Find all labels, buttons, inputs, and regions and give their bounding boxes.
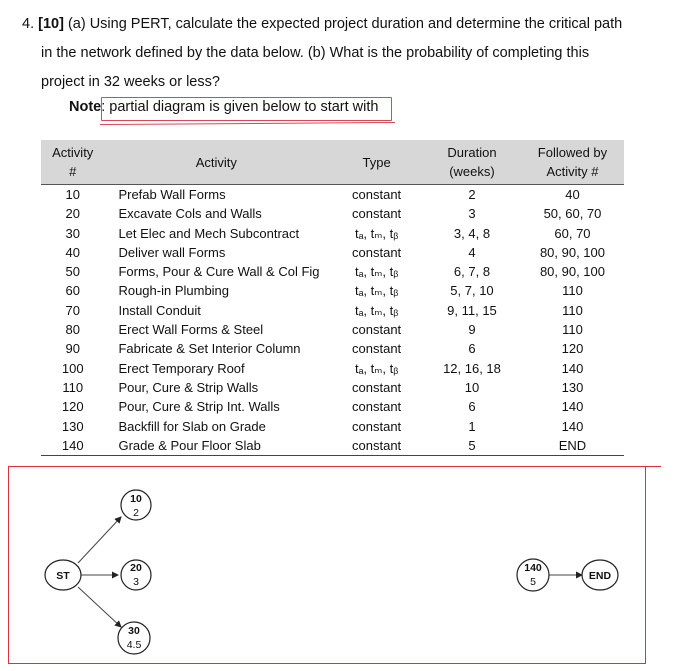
header-followed-by: Followed by Activity # bbox=[521, 140, 624, 185]
activity-name-cell: Excavate Cols and Walls bbox=[118, 206, 262, 222]
node-end bbox=[582, 560, 618, 590]
node-140-duration: 5 bbox=[530, 576, 536, 588]
activity-number-cell: 80 bbox=[65, 322, 80, 338]
question-points: [10] bbox=[38, 16, 64, 32]
activity-name-cell: Rough-in Plumbing bbox=[118, 283, 230, 299]
followed-by-cell: 110 bbox=[562, 283, 583, 299]
node-140-id: 140 bbox=[524, 562, 542, 574]
activity-number-cell: 140 bbox=[41, 436, 104, 456]
arrow-st-30 bbox=[78, 587, 121, 627]
followed-by-cell: 80, 90, 100 bbox=[539, 264, 605, 280]
node-20-id: 20 bbox=[130, 562, 142, 574]
question-line-3: project in 32 weeks or less? bbox=[41, 74, 220, 90]
activity-number-cell: 50 bbox=[65, 264, 80, 280]
followed-by-cell: 110 bbox=[562, 302, 583, 318]
followed-by-cell: 140 bbox=[561, 360, 584, 376]
note-text: : partial diagram is given below to start with bbox=[101, 99, 379, 115]
followed-by-cell: 130 bbox=[561, 379, 584, 395]
activity-number-cell: 130 bbox=[61, 418, 84, 434]
activity-name-cell: Deliver wall Forms bbox=[118, 244, 226, 260]
duration-cell: 6 bbox=[468, 341, 476, 357]
duration-cell: 3, 4, 8 bbox=[453, 225, 491, 241]
activity-name-cell: Fabricate & Set Interior Column bbox=[118, 341, 301, 357]
activity-name-cell: Grade & Pour Floor Slab bbox=[104, 436, 330, 456]
activity-name-cell: Let Elec and Mech Subcontract bbox=[118, 225, 300, 241]
activity-number-cell: 110 bbox=[62, 379, 84, 395]
activity-number-cell: 20 bbox=[65, 206, 80, 222]
node-30-duration: 4.5 bbox=[126, 639, 142, 651]
type-cell: constant bbox=[352, 379, 402, 395]
type-cell: constant bbox=[352, 341, 402, 357]
node-140 bbox=[517, 559, 549, 591]
followed-by-cell: 80, 90, 100 bbox=[539, 244, 605, 260]
question-line-1: 4. [10] (a) Using PERT, calculate the expected project duration and determine the critical path bbox=[22, 16, 623, 32]
header-activity: Activity bbox=[104, 140, 330, 185]
question-line-2: in the network defined by the data below. (b) What is the probability of completing this bbox=[41, 45, 590, 61]
node-20 bbox=[121, 560, 151, 590]
arrow-st-10 bbox=[78, 517, 121, 563]
header-duration: Duration (weeks) bbox=[423, 140, 521, 185]
duration-cell: 6 bbox=[468, 399, 476, 415]
node-20-duration: 3 bbox=[133, 576, 139, 588]
node-start-label: ST bbox=[56, 570, 70, 582]
node-end-label: END bbox=[588, 570, 612, 582]
activity-name-cell: Forms, Pour & Cure Wall & Col Fig bbox=[118, 264, 320, 280]
node-10 bbox=[121, 490, 151, 520]
duration-cell: 1 bbox=[468, 418, 476, 434]
duration-cell: 2 bbox=[468, 187, 476, 202]
activity-number-cell: 60 bbox=[65, 283, 80, 299]
type-cell: tₐ, tₘ, tᵦ bbox=[354, 225, 399, 241]
note-label: Note bbox=[69, 99, 102, 115]
activity-number-cell: 100 bbox=[61, 360, 84, 376]
activity-name-cell: Pour, Cure & Strip Int. Walls bbox=[118, 399, 280, 415]
followed-by-cell: 50, 60, 70 bbox=[543, 206, 602, 222]
duration-cell: 4 bbox=[468, 244, 476, 260]
activity-number-cell: 10 bbox=[65, 187, 80, 202]
header-activity-number: Activity # bbox=[41, 140, 104, 185]
type-cell: tₐ, tₘ, tᵦ bbox=[354, 264, 399, 280]
node-30-id: 30 bbox=[128, 625, 140, 637]
type-cell: constant bbox=[352, 187, 402, 202]
duration-cell: 9, 11, 15 bbox=[447, 302, 497, 318]
type-cell: constant bbox=[352, 418, 402, 434]
type-cell: tₐ, tₘ, tᵦ bbox=[354, 302, 399, 318]
header-type: Type bbox=[330, 140, 423, 185]
activity-name-cell: Install Conduit bbox=[118, 302, 201, 318]
duration-cell: 5 bbox=[423, 436, 521, 456]
activity-name-cell: Prefab Wall Forms bbox=[118, 187, 226, 202]
node-start bbox=[45, 560, 81, 590]
activity-name-cell: Pour, Cure & Strip Walls bbox=[118, 379, 259, 395]
type-cell: constant bbox=[330, 436, 423, 456]
followed-by-cell: 60, 70 bbox=[554, 225, 591, 241]
node-10-id: 10 bbox=[130, 493, 142, 505]
type-cell: constant bbox=[352, 399, 402, 415]
duration-cell: 9 bbox=[468, 322, 476, 338]
activity-number-cell: 120 bbox=[61, 399, 84, 415]
activity-number-cell: 40 bbox=[65, 244, 80, 260]
followed-by-cell: 140 bbox=[561, 418, 584, 434]
duration-cell: 6, 7, 8 bbox=[453, 264, 491, 280]
duration-cell: 3 bbox=[468, 206, 476, 222]
duration-cell: 12, 16, 18 bbox=[443, 360, 501, 376]
type-cell: constant bbox=[352, 244, 402, 260]
activity-number-cell: 90 bbox=[65, 341, 80, 357]
node-30 bbox=[118, 622, 150, 654]
activity-name-cell: Erect Temporary Roof bbox=[118, 360, 245, 376]
followed-by-cell: 140 bbox=[561, 399, 584, 415]
followed-by-cell: 120 bbox=[561, 341, 584, 357]
node-10-duration: 2 bbox=[133, 507, 139, 519]
type-cell: constant bbox=[352, 322, 402, 338]
activity-number-cell: 70 bbox=[65, 302, 80, 318]
activity-number-cell: 30 bbox=[65, 225, 80, 241]
duration-cell: 5, 7, 10 bbox=[450, 283, 494, 299]
type-cell: constant bbox=[352, 206, 402, 222]
type-cell: tₐ, tₘ, tᵦ bbox=[354, 360, 399, 376]
activity-name-cell: Backfill for Slab on Grade bbox=[118, 418, 266, 434]
followed-by-cell: END bbox=[521, 436, 624, 456]
followed-by-cell: 40 bbox=[565, 187, 580, 202]
followed-by-cell: 110 bbox=[562, 322, 583, 338]
duration-cell: 10 bbox=[464, 379, 480, 395]
type-cell: tₐ, tₘ, tᵦ bbox=[354, 283, 399, 299]
activity-name-cell: Erect Wall Forms & Steel bbox=[118, 322, 264, 338]
